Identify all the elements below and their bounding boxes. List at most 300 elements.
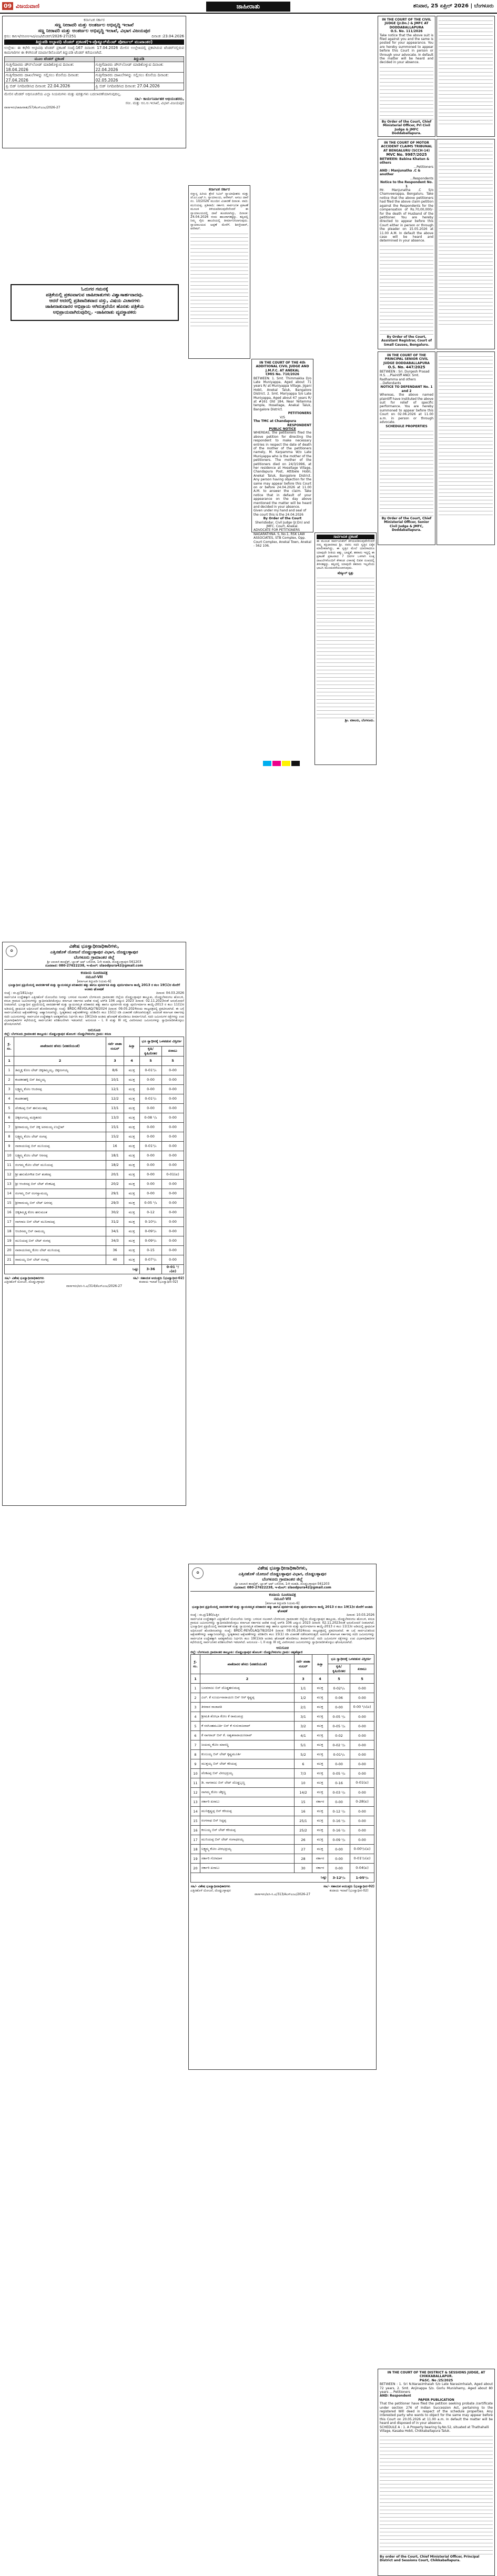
court-d1-body: Take notice that the above suit is filed against you and the same is posted for your appearance. You are hereby summoned to appear before this Court in person or through your advocate. In default the matter will be heard and decided in your absence. <box>380 33 433 65</box>
table-cell: ಚಿಕ್ಕರಂಗಯ್ಯ ಮತ್ತಿತರರು <box>14 1113 106 1122</box>
land2-body: ಸಾರ್ವಜನಿಕ ಉದ್ದೇಶಕ್ಕಾಗಿ ಎತ್ತಿನಹೊಳೆ ಯೋಜನೆಯ ನೀರನ್ನು ಬಳಸುವ ಸಲುವಾಗಿ ಬೆಂಗಳೂರು ಗ್ರಾಮಾಂತರ ಜಿಲ್ಲೆಯ ದೊಡ್ಡಬಳ್ಳಾಪುರ ತಾಲ್ಲೂಕು, ದೊಡ್ಡಬೆಳವಂಗಲ ಹೋಬಳಿ, ಕಸಬಾ ಗ್ರಾಮದ ಜಮೀನುಗಳನ್ನು ಸ್ವಾಧೀನಪಡಿಸಿಕೊಳ್ಳಲು ಕರ್ನಾಟಕ ಸರ್ಕಾರದ ಆದೇಶ ಸಂಖ್ಯೆ ಆರ್‌ಡಿ 106 ಎಕ್ಯೂಬಿ 2023 ದಿನಾಂಕ: 02.11.2023ರಂತೆ ಅನುಮೋದನೆ ನೀಡಲಾಗಿದೆ. ಭೂಸ್ವಾಧೀನ ಪ್ರಕ್ರಿಯೆಯಲ್ಲಿ ಪಾರದರ್ಶಕತೆ ಮತ್ತು ನ್ಯಾಯಸಮ್ಮತ ಪರಿಹಾರದ ಹಕ್ಕು ಹಾಗೂ ಪುನರ್ವಸತಿ ಮತ್ತು ಪುನರ್ನಿರ್ಮಾಣ ಕಾಯ್ದೆ-2013 ರ ಕಲಂ 11(1)ರ ಅಡಿಯಲ್ಲಿ ಪ್ರಾಥಮಿಕ ಅಧಿಸೂಚನೆ ಹೊರಡಿಸಲಾಗಿದ್ದು ಸಂಖ್ಯೆ: BRDC-REVOLAQ/78/2024 ದಿನಾಂಕ: 09.05.2024ರಂದು ರಾಜ್ಯಪತ್ರದಲ್ಲಿ ಪ್ರಕಟಿಸಲಾಗಿದೆ. ಈ ಬಗ್ಗೆ ಸಾರ್ವಜನಿಕರಿಂದ ಆಕ್ಷೇಪಣೆಗಳನ್ನು ಆಹ್ವಾನಿಸಲಾಗಿದ್ದು, ಸ್ವೀಕೃತವಾದ ಆಕ್ಷೇಪಣೆಗಳನ್ನು ಪರಿಶೀಲಿಸಿ ಕಲಂ 15(1) ರಡಿ ವಿಚಾರಣೆ ನಡೆಸಲಾಗಿರುತ್ತದೆ. ಅದರಂತೆ ಕರ್ನಾಟಕ ಸರ್ಕಾರವು ಸದರಿ ಜಮೀನುಗಳನ್ನು ಸಾರ್ವಜನಿಕ ಉದ್ದೇಶಕ್ಕಾಗಿ ಅವಶ್ಯಕವೆಂದು ನಿರ್ಧರಿಸಿ ಕಲಂ 19(1)ರಡಿ ಅಂತಿಮ ಘೋಷಣೆ ಹೊರಡಿಸಲು ತೀರ್ಮಾನಿಸಿದೆ. ಸದರಿ ಜಮೀನುಗಳ ನಕ್ಷೆಗಳನ್ನು ಉಪ ವಿಭಾಗಾಧಿಕಾರಿಗಳ ಕಛೇರಿಯಲ್ಲಿ ಸಾರ್ವಜನಿಕರ ಪರಿಶೀಲನೆಗಾಗಿ ಇಡಲಾಗಿದೆ. ಅನುಸೂಚಿ - I, II ಮತ್ತು III ರಲ್ಲಿ ವಿವರಿಸಲಾದ ಜಮೀನುಗಳನ್ನು ಸ್ವಾಧೀನಪಡಿಸಿಕೊಳ್ಳಲು ಘೋಷಿಸಲಾಗಿದೆ. <box>190 1617 374 1645</box>
land1-form: ನಮೂನೆ-VII <box>85 975 103 980</box>
table-cell: 14/2 <box>295 1788 312 1797</box>
table-cell: 4 <box>191 1712 200 1722</box>
table-cell: ಮುಕ್ತ <box>124 1160 140 1170</box>
table-cell: 5 <box>191 1722 200 1731</box>
land2-sign2: ಎತ್ತಿನಹೊಳೆ ಯೋಜನೆ, ದೊಡ್ಡಬಳ್ಳಾಪುರ <box>190 1888 231 1893</box>
court-a-order: By Order of the Court <box>263 517 302 521</box>
court-e-case: P&SC. No /25/2025 <box>419 2378 453 2382</box>
table-cell: 28 <box>295 1854 312 1864</box>
notice-kannada-right-1 <box>437 16 495 137</box>
table-row <box>5 1245 184 1255</box>
tender-code: ವಾಸಾಇಸಂ/ಜಾಹೀರಾತು/57/ಕೆಎಸ್‌ಎಂಎ/2026-27 <box>4 105 60 109</box>
table-cell: ನಾಗರಾಜ ಬಿನ್ ಲೇಟ್ ಮುನಿರಾಜಪ್ಪ <box>14 1217 106 1226</box>
tender-dept: ಸಣ್ಣ ನೀರಾವರಿ ಮತ್ತು ಅಂತರ್ಜಲ ಅಭಿವೃದ್ಧಿ ಇಲಾಖೆ <box>54 22 134 28</box>
table-cell: ಸರ್ಕಾರ <box>312 1797 328 1807</box>
table-cell: ಮುಕ್ತ <box>312 1769 328 1778</box>
table-cell: ಮುಕ್ತ <box>124 1094 140 1103</box>
table-cell: ಮುಕ್ತ <box>124 1189 140 1198</box>
table-cell: ಸರ್ಕಾರಿ ಖರಾಬು <box>200 1797 295 1807</box>
court-d2-order: By Order of the Court, Assistant Registrar, Court of Small Causes, Bengaluru. <box>381 335 432 347</box>
table-cell: ಮುಕ್ತ <box>312 1826 328 1835</box>
table-cell: 0-00 <box>350 1731 374 1740</box>
table-cell: 20 <box>191 1864 200 1873</box>
table-row <box>5 1226 184 1236</box>
table-cell: 0-00 <box>162 1198 184 1208</box>
table-cell: 0-00 <box>140 1103 162 1113</box>
table-cell: ಮುಕ್ತ <box>312 1740 328 1750</box>
tender-division: ಸಣ್ಣ ನೀರಾವರಿ ಮತ್ತು ಅಂತರ್ಜಲ ಅಭಿವೃದ್ಧಿ ಇಲಾಖೆ, ವಿಭಾಗ ವಿಜಯಪುರ <box>38 28 150 34</box>
table-cell: 0-00 <box>140 1132 162 1141</box>
public-notice-text-lines <box>317 575 374 718</box>
table-cell: ಮುಕ್ತ <box>124 1226 140 1236</box>
table-cell: 0-05 ¹/₂ <box>328 1769 350 1778</box>
table-cell: 0-00 <box>162 1226 184 1236</box>
reader-notice <box>11 284 179 321</box>
table-cell: ಮುತ್ತಯ್ಯ ಬಿನ್ ಲೇಟ್ ಕರಿಯಪ್ಪ <box>200 1759 295 1769</box>
table-cell: 12 <box>191 1788 200 1797</box>
land2-sign4: ಕಂದಾಯ ಇಲಾಖೆ (ಭೂಸ್ವಾಧೀನ-02) <box>329 1888 369 1893</box>
court-e-text-lines <box>380 2433 493 2554</box>
color-swatch <box>282 761 290 766</box>
table-cell: 17 <box>191 1835 200 1845</box>
notice-right1-text-lines <box>439 18 493 124</box>
table-cell: 19 <box>191 1854 200 1864</box>
table-cell: 10/1 <box>106 1075 124 1084</box>
table-cell: ಮುಕ್ತ <box>124 1065 140 1075</box>
court-e-and: AND: Respondent <box>380 2394 411 2398</box>
table-cell: ಕಂಬಯ್ಯ ಬಿನ್ ಲೇಟ್ ಕರಿಯಪ್ಪ <box>200 1826 295 1835</box>
table-cell: 25/1 <box>295 1816 312 1826</box>
public-notice-kannada <box>315 532 377 765</box>
table-row <box>5 1151 184 1160</box>
court-a-sheristedar: Sheristedar, Civil Judge (Jr.Dn) and JMFC. Court, Anekal. <box>255 520 310 529</box>
court-notice-doddaballapura <box>378 16 435 137</box>
table-cell: 10 <box>191 1769 200 1778</box>
tender-cell: ಪ್ರಿ ಬಿಡ್ ನಿಗದಿಪಡಿಸಿದ ದಿನಾಂಕ: 27.04.2026 <box>94 83 184 90</box>
table-cell: 25/2 <box>295 1826 312 1835</box>
table-cell: 0-00 <box>162 1075 184 1084</box>
notice-right3-text-lines <box>439 354 493 515</box>
table-cell: 0-01¹/₂ <box>328 1750 350 1759</box>
table-cell: 0-00 <box>350 1750 374 1759</box>
table-row <box>191 1816 374 1826</box>
karnataka-emblem-icon: ✪ <box>192 1567 204 1579</box>
table-cell: 0-00 <box>140 1151 162 1160</box>
land1-rule: [ಕರ್ನಾಟಕ ತಿದ್ದುಪಡಿ ನಿಯಮ-6] <box>77 980 111 983</box>
land2-act: ಭೂಸ್ವಾಧೀನ ಪ್ರಕ್ರಿಯೆಯಲ್ಲಿ ಪಾರದರ್ಶಕತೆ ಮತ್ತು ನ್ಯಾಯಸಮ್ಮತ ಪರಿಹಾರದ ಹಕ್ಕು ಹಾಗೂ ಪುನರ್ವಸತಿ ಮತ್ತು ಪುನರ್ನಿರ್ಮಾಣ ಕಾಯ್ದೆ 2013 ರ ಕಲಂ 19(1)ರ ಮೇರೆಗೆ ಅಂತಿಮ ಘೋಷಣೆ <box>192 1605 373 1613</box>
table-cell: 18 <box>191 1845 200 1854</box>
th-name: ಖಾತೆದಾರರ ಹೆಸರು (ಪಹಣಿಯಂತೆ) <box>200 1655 295 1674</box>
table-cell: 0-00 <box>162 1245 184 1255</box>
table-cell: 0-01¹/₄ <box>140 1065 162 1075</box>
table-cell: ಶ್ರೀರಾಮಯ್ಯ ಬಿನ್ ಲೇಟ್ ಅರಸಪ್ಪ <box>14 1198 106 1208</box>
table-cell: 21 <box>5 1255 14 1264</box>
table-row <box>5 1170 184 1179</box>
table-cell: 0-00 <box>328 1703 350 1712</box>
table-cell: 36 <box>106 1245 124 1255</box>
land1-address: ಶ್ರೀ ಬಾಲಾಜಿ ಕಾಂಪ್ಲೆಕ್ಸ್, ಬ್ಯಾಂಕ್ ಆಫ್ ಬರೋಡ, 1ನೇ ಮಹಡಿ, ದೊಡ್ಡಬಳ್ಳಾಪುರ-561203 <box>47 960 141 964</box>
table-cell: 8/6 <box>106 1065 124 1075</box>
table-cell: ಮುಕ್ತ <box>124 1208 140 1217</box>
table-cell: ಕೆ ನರಸಿಂಹಮೂರ್ತಿ ಬಿನ್ ಕೆ ಗುರುರಾಜರಾವ್ <box>200 1722 295 1731</box>
table-cell: 18 <box>5 1226 14 1236</box>
table-row <box>191 1693 374 1703</box>
table-cell: 2 <box>5 1075 14 1084</box>
table-row <box>5 1255 184 1264</box>
table-cell: ವೆಂಕಟಪ್ಪ ಬಿನ್ ಹನುಮಂತಪ್ಪ <box>14 1103 106 1113</box>
table-cell: ಮುಕ್ತ <box>124 1236 140 1245</box>
court-d3-case: O.S. No. 447/2025 <box>388 365 425 370</box>
table-cell: 0-08 ¹/₂ <box>140 1113 162 1122</box>
table-cell: ಮುಕ್ತ <box>124 1179 140 1189</box>
th-num: 2 <box>14 1056 106 1065</box>
land2-code: ವಾಸಾಇಸಂ/ಐಸಿ-ಸಿ.ಎ/313/ಕೆಎಸ್‌ಎಂಎ/2026-27 <box>254 1893 311 1897</box>
table-row <box>191 1750 374 1759</box>
table-cell: 6 <box>295 1759 312 1769</box>
table-row <box>191 1826 374 1835</box>
table-cell: ಜಯಮ್ಮ ಕೋಂ ಮಾರಣ್ಣ <box>200 1740 295 1750</box>
table-cell: ಮುಕ್ತ <box>312 1807 328 1816</box>
th-sno: ಕ್ರ. ಸಂ. <box>5 1037 14 1056</box>
land1-code: ವಾಸಾಇಸಂ/ಐಸಿ-ಸಿ.ಎ/314/ಕೆಎಸ್‌ಎಂಎ/2026-27 <box>66 1284 123 1288</box>
public-notice-sign: ಶ್ರೀ. ವಕೀಲರು, ಬೆಂಗಳೂರು. <box>344 719 374 723</box>
table-cell: 0-00 <box>162 1065 184 1075</box>
table-cell: 8 <box>5 1132 14 1141</box>
table-cell: 6 <box>5 1113 14 1122</box>
table-cell: 5/1 <box>295 1740 312 1750</box>
table-cell: 0-00 <box>140 1122 162 1132</box>
table-row <box>5 1189 184 1198</box>
land2-total-label: ಒಟ್ಟು <box>191 1873 328 1883</box>
court-d2-and: AND : Manjunatha .C & another <box>380 169 421 177</box>
table-cell: 0-00 <box>350 1759 374 1769</box>
land1-schedule-title: ಅನುಸೂಚಿ <box>88 1028 100 1032</box>
table-cell: ಮುಕ್ತ <box>124 1084 140 1094</box>
table-cell: 0-00 <box>140 1075 162 1084</box>
table-cell: ಸರ್ಕಾರಿ ಖರಾಬು <box>200 1864 295 1873</box>
table-cell: 0-00 <box>350 1769 374 1778</box>
th-agri: ಕೃಷಿ/ ಕೃಷಿಯೇತರ <box>328 1664 350 1674</box>
land1-total-kharab: 0-01 ¹/₂(ಖ) <box>162 1264 184 1274</box>
table-cell: 0-00 <box>162 1141 184 1151</box>
table-cell: ಮುಕ್ತ <box>312 1845 328 1854</box>
court-e-body: That the petitioner have filed the petition seeking probate /certificate under section 276 of Indian Succession Act, pertaining to the registered Will deed in respect of the schedule properties. Any interested party who wants to object for the same may appear before this Court on 20.05.2026 at 11.00 a.m. In default the matter will be heard and disposed of in your absence. <box>380 2402 493 2426</box>
table-cell: 8 <box>191 1750 200 1759</box>
table-cell: 0-00 <box>162 1103 184 1113</box>
table-cell: 0-06 <box>328 1693 350 1703</box>
table-cell: 0-01¹/₂ <box>140 1094 162 1103</box>
tender-col-original: ಮೂಲ ಟೆಂಡರ್ ಪ್ರಕಟಣೆ <box>5 57 95 62</box>
table-cell: 0-15 <box>140 1245 162 1255</box>
table-cell: ಮುಕ್ತ <box>312 1759 328 1769</box>
table-cell: ಮುಕ್ತ <box>124 1132 140 1141</box>
table-row <box>191 1703 374 1712</box>
table-row <box>5 1122 184 1132</box>
land1-district: ಬೆಂಗಳೂರು ಗ್ರಾಮಾಂತರ ಜಿಲ್ಲೆ <box>74 955 115 960</box>
page-number: 09 <box>2 2 13 10</box>
table-cell: ಮುನಿಕೃಷ್ಣಪ್ಪ ಬಿನ್ ಕರಿಯಪ್ಪ <box>200 1807 295 1816</box>
table-cell: 0-00 <box>350 1712 374 1722</box>
land2-place: ಜಿಲ್ಲೆ: ಬೆಂಗಳೂರು ಗ್ರಾಮಾಂತರ ತಾಲ್ಲೂಕು: ದೊಡ್ಡಬಳ್ಳಾಪುರ ಹೋಬಳಿ: ದೊಡ್ಡಬೆಳವಂಗಲ ಗ್ರಾಮ: ಚಿಕ್ಕಹೆಜ್ಜಾಜಿ <box>190 1651 303 1655</box>
court-d2-between: BETWEEN: Babina Khatun & others <box>380 157 430 165</box>
table-cell: 15 <box>5 1198 14 1208</box>
tender-notice <box>2 16 186 148</box>
table-cell: 1 <box>191 1684 200 1693</box>
court-d2-title: IN THE COURT OF MOTOR ACCIDENT CLAIMS TRIBUNAL AT BENGALURU (SCCH-14) <box>381 141 432 153</box>
table-cell: ತಿಮ್ಮಕ್ಕ ಕೋಂ ಲೇಟ್ ಚಿಕ್ಕತಿಮ್ಮಯ್ಯ, ಚಿಕ್ಕರಂಗಯ್ಯ <box>14 1065 106 1075</box>
table-cell: 5/2 <box>295 1750 312 1759</box>
table-cell: ನಾರಾಯಣಮ್ಮ ಕೋಂ ಲೇಟ್ ಮುನಿಯಪ್ಪ <box>14 1245 106 1255</box>
tender-col-amended: ತಿದ್ದುಪಡಿ <box>94 57 184 62</box>
th-num: 5 <box>350 1674 374 1684</box>
table-cell: 0-00 <box>350 1740 374 1750</box>
tender-sign-office: ಸನೀ. ಮತ್ತು ಅಂ.ಅ.ಇಲಾಖೆ, ವಿಭಾಗ ವಿಜಯಪುರ <box>125 101 184 106</box>
table-cell: ಮುಕ್ತ <box>124 1113 140 1122</box>
court-d2-body: Mr. Manjunatha .C S/o Chamveerappa, Bengaluru. Take notice that the above petitioners had filed the above claim petition against the Respondents for the compensation of Rs.70,00,000/- for the death of Husband of the petitioner. You are hereby directed to appear before this Court either in person or through the pleader on 15.05.2026 at 11.00 A.M. In default the above case will be heard and determined in your absence. <box>380 188 433 243</box>
table-cell: ಸರ್ಕಾರ <box>312 1854 328 1864</box>
table-cell: 0-00 <box>162 1189 184 1198</box>
court-d1-title: IN THE COURT OF THE CIVIL JUDGE (Jr.Dn.) & JMFC AT DODDABALLAPURA <box>382 18 431 29</box>
table-cell: ಚಿಕ್ಕತಿಮ್ಮಕ್ಕ ಕೋಂ ಹನುಮಂತ <box>14 1208 106 1217</box>
table-cell: ರಂಗಮ್ಮ ಕೋಂ ಲೇಟ್ ಮುನಿಯಪ್ಪ <box>14 1160 106 1170</box>
land1-table <box>4 1037 184 1274</box>
table-row <box>5 1103 184 1113</box>
land2-number: ಸಂಖ್ಯೆ : ಕಂ.ಪ್ರ/180/ಎತ್ತಿನ <box>190 1613 219 1617</box>
table-cell: 0-02 ¹/₂ <box>328 1740 350 1750</box>
court-d3-title: IN THE COURT OF THE PRINCIPAL SENIOR CIVIL JUDGE DODDABALLAPURA <box>383 354 430 365</box>
tender-footer: ಮೇಲಿನ ಟೆಂಡರ್ ಅಧಿಸೂಚನೆಯ ಎಲ್ಲಾ ನಿಯಮಗಳು ಮತ್ತು ಷರತ್ತುಗಳು ಬದಲಾವಣೆಯಾಗುವುದಿಲ್ಲ. <box>4 92 121 96</box>
table-row <box>191 1684 374 1693</box>
court-d3-text-lines <box>380 428 433 516</box>
court-a-between: BETWEEN: 1. Smt. Thimmakka D/o Late Muniyappa, Aged about 71 years R/ at Muniyappa Village, Jigani Hobli, Anekal Taluk, Bangalore District. 2. Smt. Mariyappa S/o Late Muniyappa, Aged about 67 years R/ at #161 Old 184, Near Yellamma temple, Hosellage, Anekal Taluk, Bangalore District. <box>253 376 311 411</box>
newspaper-name: ವಿಜಯವಾಣಿ <box>16 3 40 9</box>
table-row <box>191 1722 374 1731</box>
table-cell: ಸರ್ಕಾರ <box>312 1864 328 1873</box>
table-cell: 3 <box>5 1084 14 1094</box>
land1-body: ಸಾರ್ವಜನಿಕ ಉದ್ದೇಶಕ್ಕಾಗಿ ಎತ್ತಿನಹೊಳೆ ಯೋಜನೆಯ ನೀರನ್ನು ಬಳಸುವ ಸಲುವಾಗಿ ಬೆಂಗಳೂರು ಗ್ರಾಮಾಂತರ ಜಿಲ್ಲೆಯ ದೊಡ್ಡಬಳ್ಳಾಪುರ ತಾಲ್ಲೂಕು, ದೊಡ್ಡಬೆಳವಂಗಲ ಹೋಬಳಿ, ಕಸಬಾ ಗ್ರಾಮದ ಜಮೀನುಗಳನ್ನು ಸ್ವಾಧೀನಪಡಿಸಿಕೊಳ್ಳಲು ಕರ್ನಾಟಕ ಸರ್ಕಾರದ ಆದೇಶ ಸಂಖ್ಯೆ ಆರ್‌ಡಿ 106 ಎಕ್ಯೂಬಿ 2023 ದಿನಾಂಕ: 02.11.2023ರಂತೆ ಅನುಮೋದನೆ ನೀಡಲಾಗಿದೆ. ಭೂಸ್ವಾಧೀನ ಪ್ರಕ್ರಿಯೆಯಲ್ಲಿ ಪಾರದರ್ಶಕತೆ ಮತ್ತು ನ್ಯಾಯಸಮ್ಮತ ಪರಿಹಾರದ ಹಕ್ಕು ಹಾಗೂ ಪುನರ್ವಸತಿ ಮತ್ತು ಪುನರ್ನಿರ್ಮಾಣ ಕಾಯ್ದೆ-2013 ರ ಕಲಂ 11(1)ರ ಅಡಿಯಲ್ಲಿ ಪ್ರಾಥಮಿಕ ಅಧಿಸೂಚನೆ ಹೊರಡಿಸಲಾಗಿದ್ದು ಸಂಖ್ಯೆ: BRDC-REVOLAQ/78/2024 ದಿನಾಂಕ: 09.05.2024ರಂದು ರಾಜ್ಯಪತ್ರದಲ್ಲಿ ಪ್ರಕಟಿಸಲಾಗಿದೆ. ಈ ಬಗ್ಗೆ ಸಾರ್ವಜನಿಕರಿಂದ ಆಕ್ಷೇಪಣೆಗಳನ್ನು ಆಹ್ವಾನಿಸಲಾಗಿದ್ದು, ಸ್ವೀಕೃತವಾದ ಆಕ್ಷೇಪಣೆಗಳನ್ನು ಪರಿಶೀಲಿಸಿ ಕಲಂ 15(1) ರಡಿ ವಿಚಾರಣೆ ನಡೆಸಲಾಗಿರುತ್ತದೆ. ಅದರಂತೆ ಕರ್ನಾಟಕ ಸರ್ಕಾರವು ಸದರಿ ಜಮೀನುಗಳನ್ನು ಸಾರ್ವಜನಿಕ ಉದ್ದೇಶಕ್ಕಾಗಿ ಅವಶ್ಯಕವೆಂದು ನಿರ್ಧರಿಸಿ ಕಲಂ 19(1)ರಡಿ ಅಂತಿಮ ಘೋಷಣೆ ಹೊರಡಿಸಲು ತೀರ್ಮಾನಿಸಿದೆ. ಸದರಿ ಜಮೀನುಗಳ ನಕ್ಷೆಗಳನ್ನು ಉಪ ವಿಭಾಗಾಧಿಕಾರಿಗಳ ಕಛೇರಿಯಲ್ಲಿ ಸಾರ್ವಜನಿಕರ ಪರಿಶೀಲನೆಗಾಗಿ ಇಡಲಾಗಿದೆ. ಅನುಸೂಚಿ - I, II ಮತ್ತು III ರಲ್ಲಿ ವಿವರಿಸಲಾದ ಜಮೀನುಗಳನ್ನು ಸ್ವಾಧೀನಪಡಿಸಿಕೊಳ್ಳಲು ಘೋಷಿಸಲಾಗಿದೆ. <box>4 995 184 1027</box>
table-row <box>5 1094 184 1103</box>
edition-date: ಶನಿವಾರ, 25 ಏಪ್ರಿಲ್ 2026 | ಬೆಂಗಳೂರು <box>413 3 494 9</box>
table-cell: ಮುಕ್ತ <box>124 1170 140 1179</box>
table-cell: ಮುಕ್ತ <box>312 1835 328 1845</box>
court-d2-petitioners: ...Petitioners <box>413 165 433 169</box>
table-cell: 0-07¹/₄ <box>140 1255 162 1264</box>
court-a-respondent: RESPONDENT <box>287 423 311 427</box>
table-row <box>191 1788 374 1797</box>
court-d1-case: O.S. No. 111/2026 <box>390 29 423 34</box>
table-cell: ಮುಕ್ತ <box>312 1750 328 1759</box>
tender-sign-title: ಸಹಿ/- ಕಾರ್ಯನಿರ್ವಾಹಕ ಅಭಿಯಂತರರು, <box>134 96 184 101</box>
table-row <box>5 1217 184 1226</box>
court-a-vs: V/S <box>280 415 285 419</box>
court-kannada-text-lines <box>190 231 248 326</box>
table-cell: 1/2 <box>295 1693 312 1703</box>
table-cell: 20 <box>5 1245 14 1255</box>
land1-number: ಸಂಖ್ಯೆ : ಕಂ.ಪ್ರ/181/ಎತ್ತಿನ <box>4 991 33 995</box>
table-cell: ಕುಂಬಯ್ಯ ಬಿನ್ ಲೇಟ್ ಕೃಷ್ಣಮೂರ್ತಿ <box>200 1750 295 1759</box>
notice-kannada-right-3 <box>437 351 495 545</box>
th-area: ಭೂ ಸ್ವಾಧೀನಕ್ಕೆ ಒಳಪಡುವ ವಿಸ್ತೀರ್ಣ <box>328 1655 374 1664</box>
table-cell: 14 <box>5 1189 14 1198</box>
land1-sign4: ಕಂದಾಯ ಇಲಾಖೆ (ಭೂಸ್ವಾಧೀನ-02) <box>139 1280 178 1284</box>
court-d2-respondents: ...Respondents <box>410 176 433 180</box>
land2-sign3: ಸಹಿ/- ಸಹಾಯಕ ಆಯುಕ್ತರು (ಭೂಸ್ವಾಧೀನ-02) <box>323 1885 374 1889</box>
table-cell: 0-00 <box>162 1122 184 1132</box>
table-cell: ಮುಕ್ತ <box>124 1217 140 1226</box>
land2-rule: [ಕರ್ನಾಟಕ ತಿದ್ದುಪಡಿ ನಿಯಮ-6] <box>265 1602 300 1605</box>
land-acquisition-notice-2 <box>188 1564 377 2070</box>
table-row <box>191 1854 374 1864</box>
table-cell: ಕಂದಕನಹಳ್ಳಿ <box>14 1094 106 1103</box>
court-e-schedule: SCHEDULE A : 1. A Property bearing Sy.No.52, situated at Thathahalli Village, Kasaba Hobli, Chikkaballapura Taluk. <box>380 2425 489 2433</box>
table-cell: 12/2 <box>106 1094 124 1103</box>
table-cell: 11 <box>5 1160 14 1170</box>
table-row <box>5 1198 184 1208</box>
court-e-publication: PAPER PUBLICATION <box>418 2398 454 2402</box>
land2-date: ದಿನಾಂಕ: 10.03.2026 <box>347 1613 374 1617</box>
table-cell: ಮುನಿಯಪ್ಪ ಬಿನ್ ಲೇಟ್ ರಂಗಪ್ಪ <box>14 1236 106 1245</box>
land2-schedule-title: ಅನುಸೂಚಿ <box>276 1646 289 1651</box>
tender-body: ಉಲ್ಲೇಖ: ಈ ಕಛೇರಿ ಅಲ್ಪಾವಧಿ ಟೆಂಡರ್ ಪ್ರಕಟಣೆ ಸಂಖ್ಯೆ:167 ದಿನಾಂಕ: 17.04.2026 ಮೇಲಿನ ಉಲ್ಲೇಖದಲ್ಲಿ ಪ್ರಕಟಿಸಿರುವ ಟೆಂಡರ್‌ನಲ್ಲಿರುವ ಕಾಮಗಾರಿಗಳ ಈ ಕೆಳಗಿನಂತೆ ಮಾರ್ಪಾಡಿನೊಂದಿಗೆ ತಿದ್ದುಪಡಿ ಟೆಂಡರ್ ಕರೆಯಲಾಗಿದೆ. <box>4 46 184 55</box>
court-notice-mact <box>378 139 435 349</box>
table-cell: 1 <box>5 1065 14 1075</box>
table-cell: ಮುಕ್ತ <box>124 1141 140 1151</box>
land2-project: ಎತ್ತಿನಹೊಳೆ ಯೋಜನೆ ದೊಡ್ಡಬಳ್ಳಾಪುರ ವಿಭಾಗ, ದೊಡ್ಡಬಳ್ಳಾಪುರ <box>238 1572 327 1576</box>
court-d1-text-lines <box>380 65 433 119</box>
th-num: 1 <box>191 1674 200 1684</box>
color-swatch <box>272 761 281 766</box>
table-cell: 2/1 <box>295 1703 312 1712</box>
reader-notice-line1: ಪತ್ರಿಕೆಯಲ್ಲಿ ಪ್ರಕಟವಾಗುವ ಜಾಹೀರಾತುಗಳು ವಿಶ್ವಾಸಾರ್ಹವಾದವು. <box>46 293 144 298</box>
land2-subject: ಕಂದಾಯ ಸೂಚನಾಪತ್ರ <box>269 1592 296 1597</box>
table-cell: 7 <box>191 1740 200 1750</box>
table-cell: 0-01¹/₄ <box>140 1141 162 1151</box>
land2-address: ಶ್ರೀ ಬಾಲಾಜಿ ಕಾಂಪ್ಲೆಕ್ಸ್, ಬ್ಯಾಂಕ್ ಆಫ್ ಬರೋಡ, 1ನೇ ಮಹಡಿ, ದೊಡ್ಡಬಳ್ಳಾಪುರ-561203 <box>235 1582 330 1586</box>
land-acquisition-notice-1 <box>2 942 186 1506</box>
court-a-body: WHEREAS, the petitioners filed the above petition for directing the respondent to make necessary entries in respect the date of death of the mother of the petitioners namely, M. Karpamma W/o Late Muniyappa who is the mother of the petitioners. The mother of the petitioners died on 24/3/1996, at her residence at Hosellage Village, Chandapura Post, Attibele Hobli, Anekal Taluk, Bangalore District. Any person having objection for the same may appear before this Court on or before 24.04.2026 at 11.00 A.M. to answer the claim. Take notice that in default of your appearance on the day above mentioned the matter will be heard and decided in your absence. <box>253 431 311 509</box>
table-row <box>191 1731 374 1740</box>
table-cell: 0-16 <box>328 1778 350 1788</box>
table-cell: 10 <box>295 1778 312 1788</box>
table-row <box>5 1236 184 1245</box>
table-cell: 40 <box>106 1255 124 1264</box>
table-cell: ಆಂಜಿನಮ್ಮ ಬಿನ್ ರಾಮಯ್ಯ <box>14 1226 106 1236</box>
court-a-case: CMIS No. 710/2026 <box>266 373 299 377</box>
table-cell: 0-12 <box>140 1208 162 1217</box>
public-notice-title: ಸಾರ್ವಜನಿಕ ಪ್ರಕಟಣೆ <box>317 535 374 539</box>
table-row <box>191 1864 374 1873</box>
table-cell: 30 <box>295 1864 312 1873</box>
table-cell: ಲಕ್ಷ್ಮಮ್ಮ ಕೋಂ ಲೇಟ್ ಆರನಪ್ಪ <box>14 1151 106 1160</box>
table-cell: ಲಕ್ಷ್ಮಮ್ಮ ಕೋಂ ಲೇಟ್ ರಂಗಪ್ಪ <box>14 1132 106 1141</box>
land1-sign1: ಸಹಿ/- ವಿಶೇಷ ಭೂಸ್ವಾಧೀನಾಧಿಕಾರಿಗಳು <box>4 1276 44 1280</box>
th-name: ಖಾತೆದಾರರ ಹೆಸರು (ಪಹಣಿಯಂತೆ) <box>14 1037 106 1056</box>
reader-notice-line3: ಜಾಹೀರಾತುದಾರರ ಅಭಿಪ್ರಾಯ ಆಗಿರುತ್ತವೆಯೇ ಹೊರತು ಪತ್ರಿಕೆಯ <box>45 304 144 309</box>
table-cell: 34/3 <box>106 1236 124 1245</box>
land2-form: ನಮೂನೆ-VII <box>273 1597 291 1602</box>
court-kannada-title: ಕರ್ನಾಟಕ ಸರ್ಕಾರ <box>209 187 230 192</box>
table-cell: ಮುಕ್ತ <box>312 1703 328 1712</box>
table-row <box>5 1065 184 1075</box>
table-cell: 13/3 <box>106 1113 124 1122</box>
table-cell: 0-01(ಖ) <box>350 1778 374 1788</box>
court-d3-notice: NOTICE TO DEFENDANT No. 1 and 2 <box>380 385 433 393</box>
table-cell: 6 <box>191 1731 200 1740</box>
table-cell: 0-00 <box>162 1179 184 1189</box>
notice-right2-text-lines <box>439 141 493 325</box>
table-cell: ಮುಕ್ತ <box>312 1684 328 1693</box>
land1-office: ವಿಶೇಷ ಭೂಸ್ವಾಧೀನಾಧಿಕಾರಿಗಳು, <box>69 944 119 949</box>
table-cell: 2 <box>191 1693 200 1703</box>
table-cell: 15/1 <box>106 1122 124 1132</box>
land1-sign2: ಎತ್ತಿನಹೊಳೆ ಯೋಜನೆ, ದೊಡ್ಡಬಳ್ಳಾಪುರ <box>4 1280 45 1284</box>
table-cell: ಮುಕ್ತ <box>124 1122 140 1132</box>
table-cell: 0-16 ¹/₂ <box>328 1816 350 1826</box>
table-cell: 0-00 <box>328 1864 350 1873</box>
table-cell: 15/2 <box>106 1132 124 1141</box>
section-title: ಜಾಹೀರಾತು <box>206 2 290 12</box>
th-survey: ಸರ್ವೆ ಖಾತಾ ನಂಬರ್ <box>295 1655 312 1674</box>
court-a-public-notice: PUBLIC NOTICE <box>269 427 296 431</box>
th-num: 2 <box>200 1674 295 1684</box>
court-d2-text-lines <box>380 243 433 335</box>
table-cell: 0-01¹/₂(ಖ) <box>350 1854 374 1864</box>
table-row <box>191 1835 374 1845</box>
reader-notice-title: ಓದುಗರ ಗಮನಕ್ಕೆ <box>81 287 108 292</box>
th-num: 3 <box>106 1056 124 1065</box>
court-a-respondent-name: The TMC at Chandapura <box>253 419 296 424</box>
tender-cell: ಗುತ್ತಿಗೆದಾರರು ದಾಖಲೆಗಳನ್ನು ಸಲ್ಲಿಸಲು ಕೊನೆಯ ದಿನಾಂಕ: 02.05.2026 <box>94 72 184 83</box>
table-cell: 31/2 <box>106 1217 124 1226</box>
table-row <box>5 1084 184 1094</box>
table-row <box>191 1769 374 1778</box>
table-cell: 26 <box>295 1835 312 1845</box>
table-row <box>5 1075 184 1084</box>
court-a-title: IN THE COURT OF THE 4th ADDITIONAL CIVIL JUDGE AND J.M.F.C. AT ANEKAL <box>256 361 309 373</box>
table-cell: ಶ್ರೀ ಆಂಜಿನಪ್ಪ ಬಿನ್ ಲೇಟ್ ವೆಂಕಟಪ್ಪ <box>14 1179 106 1189</box>
table-cell: 3/2 <box>295 1722 312 1731</box>
table-cell: 0-28(ಖ) <box>350 1797 374 1807</box>
table-cell: 0-00 <box>350 1684 374 1693</box>
table-cell: 30/2 <box>106 1208 124 1217</box>
land2-table <box>190 1654 374 1883</box>
page-header <box>0 0 497 14</box>
land2-office: ವಿಶೇಷ ಭೂಸ್ವಾಧೀನಾಧಿಕಾರಿಗಳು, <box>257 1566 308 1571</box>
table-cell: 0-00 <box>328 1854 350 1864</box>
color-swatch <box>291 761 300 766</box>
table-cell: 34/1 <box>106 1226 124 1236</box>
table-cell: ಮುಕ್ತ <box>312 1778 328 1788</box>
court-notice-senior-civil <box>378 351 435 545</box>
table-cell: ರಾಮಯ್ಯ ಬಿನ್ ಲೇಟ್ ಗಂಗಪ್ಪ <box>14 1255 106 1264</box>
th-num: 5 <box>328 1674 350 1684</box>
table-cell: 27 <box>295 1845 312 1854</box>
table-cell: 0-01(ಖ) <box>162 1170 184 1179</box>
table-cell: 11 <box>191 1778 200 1788</box>
court-a-advocate: ADVOCATE FOR PETITIONERS NAGARATHNA. S, No.1, RSK LAW ASSOCIATES, STB Complex, Opp. Court Complex, Anekal Town, Anekal - 562 106. <box>253 528 311 548</box>
th-agri: ಕೃಷಿ/ ಕೃಷಿಯೇತರ <box>140 1046 162 1056</box>
table-cell: 0-05 ¹/₄ <box>140 1198 162 1208</box>
table-cell: 16 <box>106 1141 124 1151</box>
table-cell: 0-00 ¹/₂(ಖ) <box>350 1703 374 1712</box>
th-sno: ಕ್ರ. ಸಂ. <box>191 1655 200 1674</box>
table-cell: 0-00 <box>162 1113 184 1122</box>
court-d3-between: BETWEEN : Sri. Durgesh Prasad H.S. ...Plaintiff AND: Smt. Radhamma and others ...Defendants <box>380 369 430 386</box>
court-d3-body: Whereas, the above named plaintiff have instituted the above suit for relief of specific performance. You are hereby summoned to appear before this Court on 02.06.2026 at 11.00 a.m. in person or through advocate. <box>380 393 433 425</box>
table-cell: 13/1 <box>106 1103 124 1113</box>
